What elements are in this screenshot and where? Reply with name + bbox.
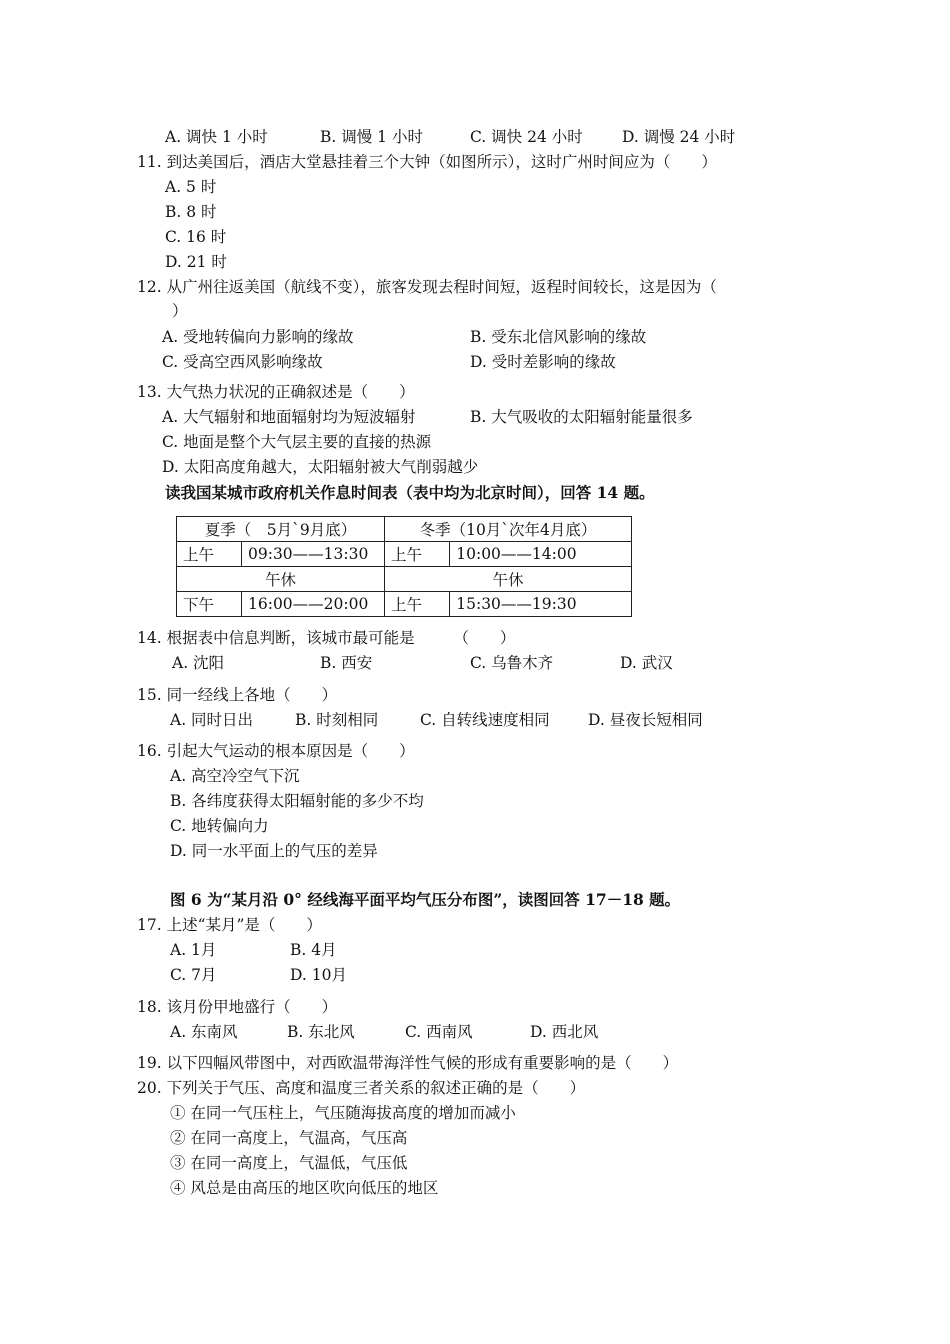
q10-option-a: A. 调快 1 小时	[165, 128, 268, 146]
q17-intro: 图 6 为“某月沿 0° 经线海平面平均气压分布图”，读图回答 17－18 题。	[170, 890, 681, 909]
q14-option-d: D. 武汉	[620, 654, 673, 672]
q15-option-c: C. 自转线速度相同	[420, 711, 550, 729]
q13-option-b: B. 大气吸收的太阳辐射能量很多	[470, 408, 693, 426]
q13-option-c: C. 地面是整个大气层主要的直接的热源	[162, 433, 432, 451]
q14-intro: 读我国某城市政府机关作息时间表（表中均为北京时间），回答 14 题。	[165, 483, 655, 502]
winter-pm-time: 15:30——19:30	[450, 592, 632, 617]
q11-option-a: A. 5 时	[165, 178, 217, 196]
q12-stem-line1: 12. 从广州往返美国（航线不变），旅客发现去程时间短，返程时间较长，这是因为（	[137, 278, 717, 296]
q17-option-b: B. 4月	[290, 941, 337, 959]
q15-stem: 15. 同一经线上各地（ ）	[137, 686, 338, 704]
q12-option-d: D. 受时差影响的缘故	[470, 353, 616, 371]
q18-option-b: B. 东北风	[287, 1023, 355, 1041]
q15-option-d: D. 昼夜长短相同	[588, 711, 703, 729]
q14-option-b: B. 西安	[320, 654, 373, 672]
q20-item-3: ③ 在同一高度上，气温低，气压低	[170, 1154, 408, 1172]
winter-am-label: 上午	[385, 542, 450, 567]
q20-item-4: ④ 风总是由高压的地区吹向低压的地区	[170, 1179, 439, 1197]
q17-option-c: C. 7月	[170, 966, 217, 984]
q10-option-b: B. 调慢 1 小时	[320, 128, 423, 146]
q17-option-a: A. 1月	[170, 941, 217, 959]
summer-am-label: 上午	[177, 542, 242, 567]
q14-option-a: A. 沈阳	[172, 654, 225, 672]
winter-header: 冬季（10月`次年4月底）	[385, 517, 632, 542]
q16-stem: 16. 引起大气运动的根本原因是（ ）	[137, 742, 415, 760]
winter-am-time: 10:00——14:00	[450, 542, 632, 567]
q10-option-c: C. 调快 24 小时	[470, 128, 583, 146]
q16-option-a: A. 高空冷空气下沉	[170, 767, 300, 785]
q19-stem: 19. 以下四幅风带图中，对西欧温带海洋性气候的形成有重要影响的是（ ）	[137, 1054, 679, 1072]
summer-pm-label: 下午	[177, 592, 242, 617]
q15-option-b: B. 时刻相同	[295, 711, 379, 729]
q20-stem: 20. 下列关于气压、高度和温度三者关系的叙述正确的是（ ）	[137, 1079, 586, 1097]
q12-option-b: B. 受东北信风影响的缘故	[470, 328, 647, 346]
q13-option-a: A. 大气辐射和地面辐射均为短波辐射	[162, 408, 416, 426]
summer-header: 夏季（ 5月`9月底）	[177, 517, 385, 542]
q12-option-a: A. 受地转偏向力影响的缘故	[162, 328, 354, 346]
summer-am-time: 09:30——13:30	[242, 542, 385, 567]
q15-option-a: A. 同时日出	[170, 711, 254, 729]
q14-option-c: C. 乌鲁木齐	[470, 654, 554, 672]
winter-pm-label: 上午	[385, 592, 450, 617]
summer-pm-time: 16:00——20:00	[242, 592, 385, 617]
winter-noon-break: 午休	[385, 567, 632, 592]
q11-option-d: D. 21 时	[165, 253, 227, 271]
q13-stem: 13. 大气热力状况的正确叙述是（ ）	[137, 383, 415, 401]
q12-option-c: C. 受高空西风影响缘故	[162, 353, 323, 371]
q17-option-d: D. 10月	[290, 966, 347, 984]
q18-option-a: A. 东南风	[170, 1023, 238, 1041]
q12-stem-line2: ）	[172, 302, 188, 320]
q16-option-b: B. 各纬度获得太阳辐射能的多少不均	[170, 792, 424, 810]
q10-option-d: D. 调慢 24 小时	[622, 128, 736, 146]
schedule-table	[176, 516, 632, 617]
q14-stem: 14. 根据表中信息判断，该城市最可能是 （ ）	[137, 629, 516, 647]
q18-option-d: D. 西北风	[530, 1023, 599, 1041]
q17-stem: 17. 上述“某月”是（ ）	[137, 916, 322, 934]
q16-option-d: D. 同一水平面上的气压的差异	[170, 842, 378, 860]
q20-item-1: ① 在同一气压柱上，气压随海拔高度的增加而减小	[170, 1104, 516, 1122]
q18-option-c: C. 西南风	[405, 1023, 473, 1041]
q11-option-b: B. 8 时	[165, 203, 217, 221]
q18-stem: 18. 该月份甲地盛行（ ）	[137, 998, 338, 1016]
q11-stem: 11. 到达美国后，酒店大堂悬挂着三个大钟（如图所示），这时广州时间应为（ ）	[137, 153, 717, 171]
q13-option-d: D. 太阳高度角越大，太阳辐射被大气削弱越少	[162, 458, 479, 476]
summer-noon-break: 午休	[177, 567, 385, 592]
q20-item-2: ② 在同一高度上，气温高，气压高	[170, 1129, 408, 1147]
q11-option-c: C. 16 时	[165, 228, 227, 246]
q16-option-c: C. 地转偏向力	[170, 817, 269, 835]
